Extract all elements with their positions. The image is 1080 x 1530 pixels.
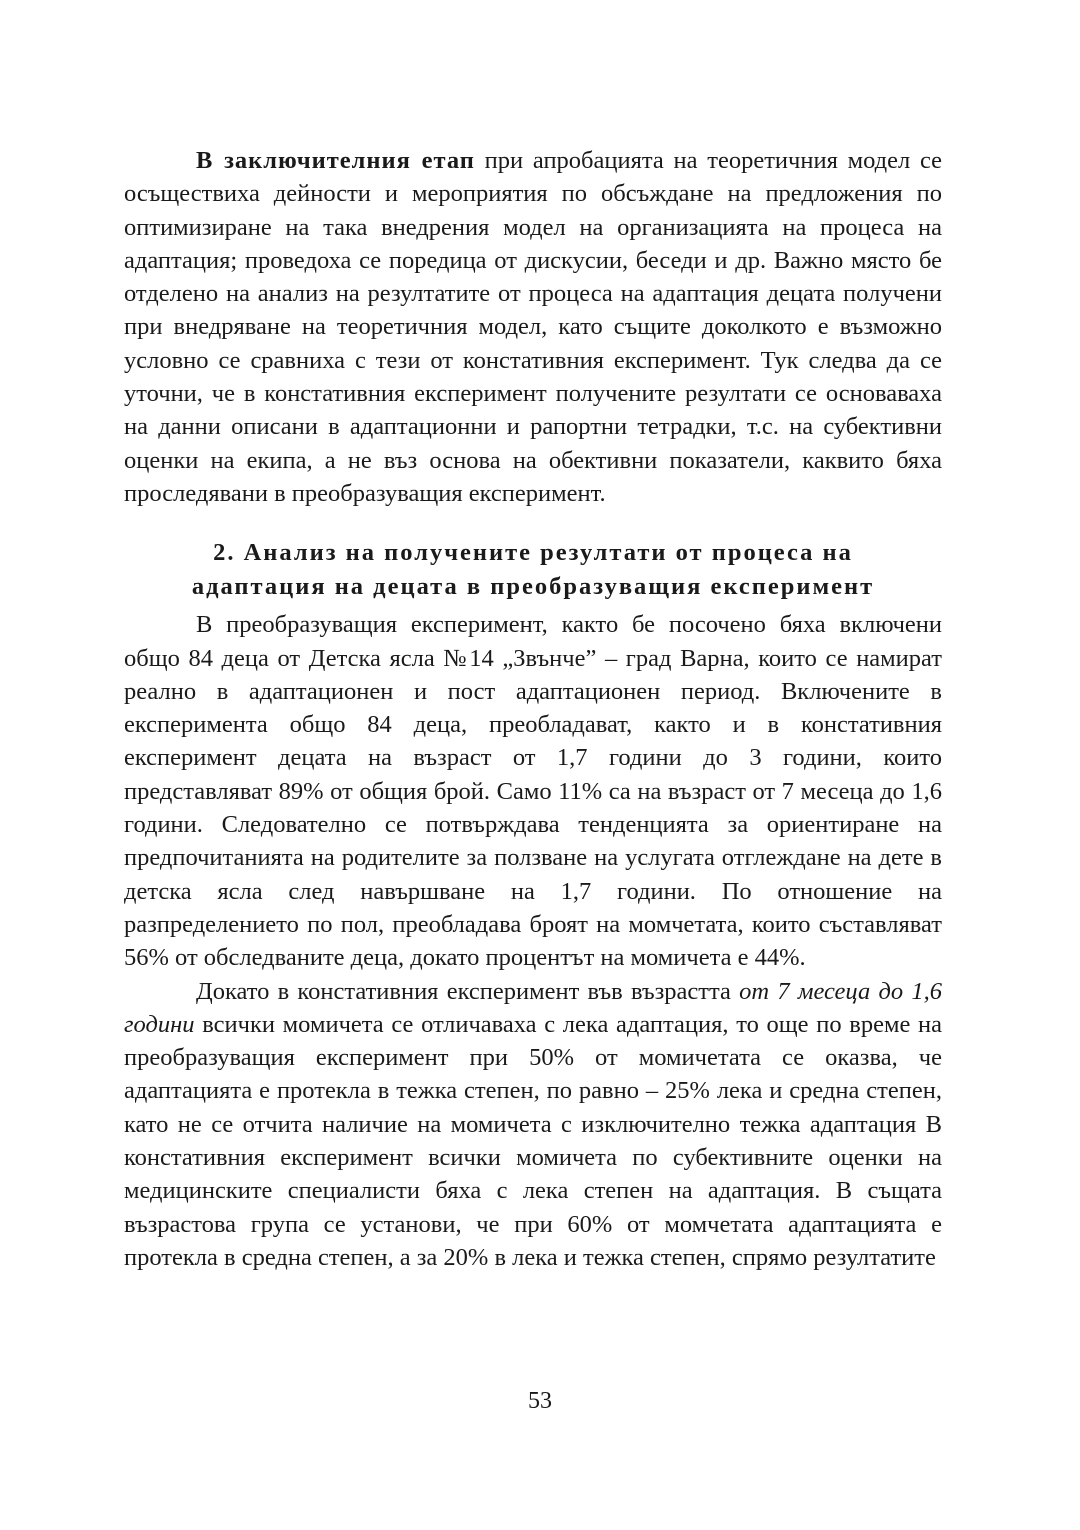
section-heading-line-1: 2. Анализ на получените резултати от процеса на xyxy=(213,539,853,567)
paragraph-age-comparison xyxy=(124,975,942,1275)
paragraph-final-stage xyxy=(124,144,942,510)
bold-lead-final-stage: В заключителния етап xyxy=(196,147,475,174)
section-heading xyxy=(124,536,942,604)
paragraph-age-text-after: всички момичета се отличаваха с лека адаптация, то още по време на преобразуващия експеримент при 50% от момичетата се оказва, че адаптацията е протекла в тежка степен, по равно – 25% лека и средна степен, като не се отчита наличие на момичета с изключително тежка адаптация В констативния експеримент всички момичета по субективните оценки на медицинските специалисти бяха с лека степен на адаптация. В същата възрастова група се установи, че при 60% от момчетата адаптацията е протекла в средна степен, а за 20% в лека и тежка степен, спрямо резултатите xyxy=(124,1010,942,1271)
paragraph-final-stage-text: при апробацията на теоретичния модел се осъществиха дейности и мероприятия по обсъждане на предложения по оптимизиране на така внедрения модел на организацията на процеса на адаптация; проведоха се поредица от дискусии, беседи и др. Важно място бе отделено на анализ на резултатите от процеса на адаптация децата получени при внедряване на теоретичния модел, като същите доколкото е възможно условно се сравниха с тези от констативния експеримент. Тук следва да се уточни, че в констативния експеримент получените резултати се основаваха на данни описани в адаптационни и рапортни тетрадки, т.с. на субективни оценки на екипа, а не въз основа на обективни показатели, каквито бяха проследявани в преобразуващия експеримент. xyxy=(124,147,942,507)
paragraph-age-text-before: Докато в констативния експеримент във възрастта xyxy=(196,977,740,1005)
page-body xyxy=(124,144,942,1274)
paragraph-experiment-sample: В преобразуващия експеримент, както бе посочено бяха включени общо 84 деца от Детска ясла №14 „Звънче” – град Варна, които се намират реално в адаптационен и пост адаптационен период. Включените в експеримента общо 84 деца, преобладават, както и в констативния експеримент децата на възраст от 1,7 години до 3 години, които представляват 89% от общия брой. Само 11% са на възраст от 7 месеца до 1,6 години. Следователно се потвърждава тенденцията за ориентиране на предпочитанията на родителите за ползване на услугата отглеждане на дете в детска ясла след навършване на 1,7 години. По отношение на разпределението по пол, преобладава броят на момчетата, които съставляват 56% от обследваните деца, докато процентът на момичета е 44%. xyxy=(124,611,942,972)
section-heading-line-2: адаптация на децата в преобразуващия експеримент xyxy=(191,573,875,601)
paragraph-age-italic: от 7 месеца до 1,6 години xyxy=(124,977,942,1038)
page-number: 53 xyxy=(528,1388,552,1414)
